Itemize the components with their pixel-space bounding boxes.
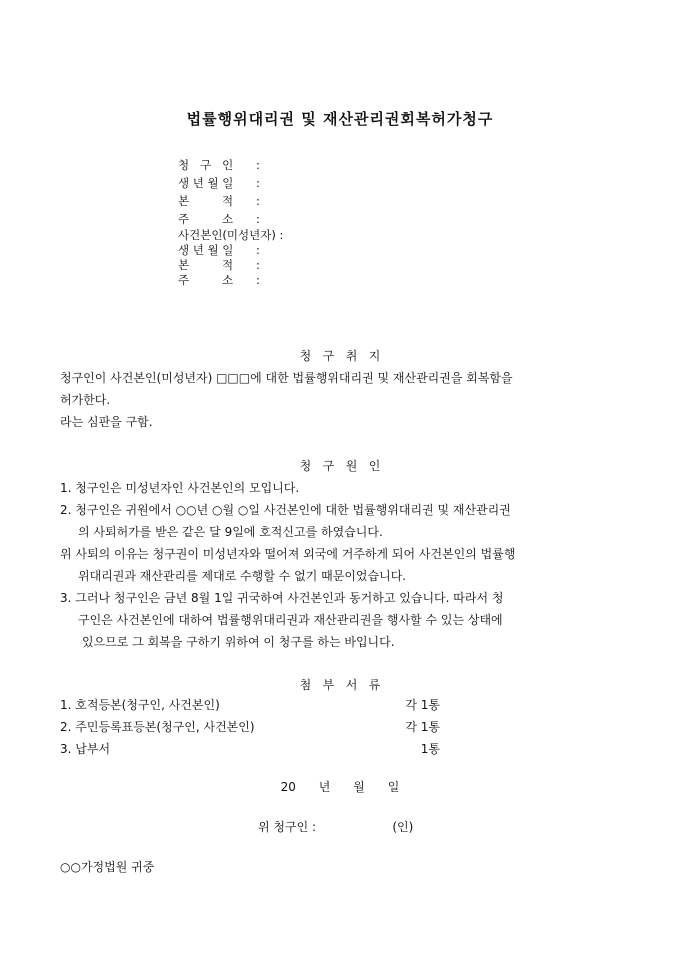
cause-line: 3. 그러나 청구인은 금년 8월 1일 귀국하여 사건본인과 동거하고 있습니다. 따라서 청 <box>60 591 504 605</box>
cause-line: 2. 청구인은 귀원에서 ○○년 ○월 ○일 사건본인에 대한 법률행위대리권 및 재산관리권 <box>60 503 511 517</box>
filing-date: 20 년 월 일 <box>280 780 400 794</box>
cause-heading: 청 구 원 인 <box>299 459 381 473</box>
cause-line: 있으므로 그 회복을 구하기 위하여 이 청구를 하는 바입니다. <box>82 635 395 649</box>
cause-line: 의 사퇴허가를 받은 같은 달 9일에 호적신고를 하였습니다. <box>78 525 383 539</box>
purpose-line: 허가한다. <box>60 393 111 407</box>
petitioner-signature: 위 청구인 : (인) <box>258 820 414 834</box>
party-row-minor-address: 주 소 : <box>178 273 260 287</box>
cause-line: 1. 청구인은 미성년자인 사건본인의 모입니다. <box>60 481 300 495</box>
party-row-minor-domicile: 본 적 : <box>178 258 260 272</box>
attachment-item: 2. 주민등록표등본(청구인, 사건본인) 각 1통 <box>60 720 440 734</box>
attachments-heading: 첨 부 서 류 <box>299 678 381 692</box>
party-row-minor: 사건본인(미성년자) : <box>178 228 284 242</box>
cause-text <box>60 477 625 653</box>
purpose-text <box>60 367 625 433</box>
party-row-petitioner: 청 구 인 : <box>178 158 260 172</box>
party-row-minor-birthdate: 생 년 월 일 : <box>178 243 260 257</box>
attachment-item: 3. 납부서 1통 <box>60 742 440 756</box>
purpose-line: 청구인이 사건본인(미성년자) □□□에 대한 법률행위대리권 및 재산관리권을 회복함을 <box>60 371 513 385</box>
purpose-heading: 청 구 취 지 <box>299 349 381 363</box>
party-row-domicile: 본 적 : <box>178 194 260 208</box>
party-row-birthdate: 생 년 월 일 : <box>178 176 260 190</box>
cause-line: 구인은 사건본인에 대하여 법률행위대리권과 재산관리권을 행사할 수 있는 상태에 <box>78 613 503 627</box>
party-row-address: 주 소 : <box>178 212 260 226</box>
cause-line: 위 사퇴의 이유는 청구권이 미성년자와 떨어져 외국에 거주하게 되어 사건본인의 법률행 <box>60 547 516 561</box>
attachment-item: 1. 호적등본(청구인, 사건본인) 각 1통 <box>60 698 440 712</box>
document-title: 법률행위대리권 및 재산관리권회복허가청구 <box>186 110 494 128</box>
cause-line: 위대리권과 재산관리를 제대로 수행할 수 없기 때문이었습니다. <box>78 569 407 583</box>
court-addressee: ○○가정법원 귀중 <box>60 860 155 874</box>
attachments-list <box>60 694 440 760</box>
party-info <box>178 156 283 288</box>
purpose-line: 라는 심판을 구함. <box>60 415 153 429</box>
